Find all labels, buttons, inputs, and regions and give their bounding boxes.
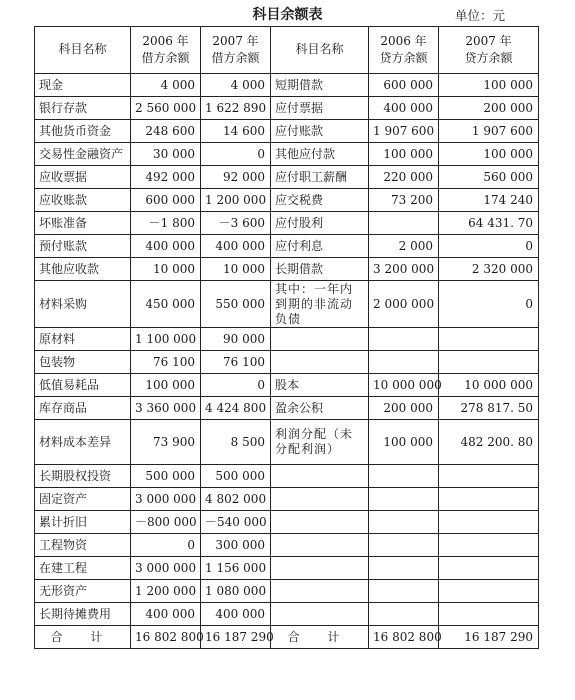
table-row bbox=[35, 212, 539, 235]
credit-2007-balance: 200 000 bbox=[439, 97, 539, 120]
credit-2006-balance bbox=[369, 212, 439, 235]
credit-2006-balance: 100 000 bbox=[369, 143, 439, 166]
debit-2006-balance: 76 100 bbox=[131, 351, 201, 374]
credit-2006-balance bbox=[369, 328, 439, 351]
credit-account-name bbox=[271, 580, 369, 603]
header-row bbox=[35, 27, 539, 74]
debit-account-name: 交易性金融资产 bbox=[35, 143, 131, 166]
debit-account-name: 原材料 bbox=[35, 328, 131, 351]
debit-2007-balance: 0 bbox=[201, 143, 271, 166]
debit-2007-balance: 500 000 bbox=[201, 465, 271, 488]
total-debit-2007: 16 187 290 bbox=[201, 626, 271, 649]
debit-2006-balance: 1 200 000 bbox=[131, 580, 201, 603]
total-row bbox=[35, 626, 539, 649]
debit-2007-balance: 1 200 000 bbox=[201, 189, 271, 212]
header-credit-account-name: 科目名称 bbox=[271, 27, 369, 74]
total-credit-2007: 16 187 290 bbox=[439, 626, 539, 649]
credit-2007-balance bbox=[439, 603, 539, 626]
debit-2007-balance: 92 000 bbox=[201, 166, 271, 189]
debit-2006-balance: －1 800 bbox=[131, 212, 201, 235]
credit-2007-balance bbox=[439, 351, 539, 374]
total-credit-2006: 16 802 800 bbox=[369, 626, 439, 649]
table-row bbox=[35, 74, 539, 97]
debit-2006-balance: 492 000 bbox=[131, 166, 201, 189]
debit-2007-balance: 76 100 bbox=[201, 351, 271, 374]
table-body bbox=[35, 74, 539, 626]
debit-2006-balance: 10 000 bbox=[131, 258, 201, 281]
credit-2006-balance bbox=[369, 603, 439, 626]
credit-account-name: 应交税费 bbox=[271, 189, 369, 212]
debit-2007-balance: 90 000 bbox=[201, 328, 271, 351]
table-row bbox=[35, 374, 539, 397]
debit-account-name: 长期股权投资 bbox=[35, 465, 131, 488]
credit-2007-balance bbox=[439, 557, 539, 580]
debit-account-name: 材料成本差异 bbox=[35, 420, 131, 465]
table-row bbox=[35, 397, 539, 420]
credit-2006-balance: 1 907 600 bbox=[369, 120, 439, 143]
credit-account-name bbox=[271, 534, 369, 557]
table-row bbox=[35, 166, 539, 189]
credit-account-name: 长期借款 bbox=[271, 258, 369, 281]
credit-2006-balance: 220 000 bbox=[369, 166, 439, 189]
credit-account-name: 其他应付款 bbox=[271, 143, 369, 166]
debit-2006-balance: 3 000 000 bbox=[131, 557, 201, 580]
debit-2007-balance: 300 000 bbox=[201, 534, 271, 557]
credit-2007-balance: 2 320 000 bbox=[439, 258, 539, 281]
debit-account-name: 工程物资 bbox=[35, 534, 131, 557]
debit-account-name: 其他应收款 bbox=[35, 258, 131, 281]
table-row bbox=[35, 328, 539, 351]
credit-2006-balance: 200 000 bbox=[369, 397, 439, 420]
credit-2007-balance: 100 000 bbox=[439, 74, 539, 97]
debit-2007-balance: 1 080 000 bbox=[201, 580, 271, 603]
debit-2007-balance: 14 600 bbox=[201, 120, 271, 143]
debit-2006-balance: 3 000 000 bbox=[131, 488, 201, 511]
credit-2006-balance bbox=[369, 534, 439, 557]
credit-account-name bbox=[271, 557, 369, 580]
debit-2006-balance: 1 100 000 bbox=[131, 328, 201, 351]
credit-2006-balance: 3 200 000 bbox=[369, 258, 439, 281]
debit-2006-balance: －800 000 bbox=[131, 511, 201, 534]
debit-2006-balance: 100 000 bbox=[131, 374, 201, 397]
table-row bbox=[35, 235, 539, 258]
table-row bbox=[35, 465, 539, 488]
credit-account-name bbox=[271, 465, 369, 488]
debit-2007-balance: 10 000 bbox=[201, 258, 271, 281]
credit-2006-balance bbox=[369, 351, 439, 374]
table-row bbox=[35, 580, 539, 603]
credit-2006-balance: 10 000 000 bbox=[369, 374, 439, 397]
debit-2007-balance: 4 802 000 bbox=[201, 488, 271, 511]
debit-account-name: 累计折旧 bbox=[35, 511, 131, 534]
debit-account-name: 坏账准备 bbox=[35, 212, 131, 235]
debit-2007-balance: 400 000 bbox=[201, 235, 271, 258]
credit-2006-balance bbox=[369, 580, 439, 603]
credit-2006-balance bbox=[369, 488, 439, 511]
header-debit-2006-year: 2006 年 bbox=[142, 33, 189, 48]
credit-2006-balance: 600 000 bbox=[369, 74, 439, 97]
table-row bbox=[35, 97, 539, 120]
header-debit-2006-label: 借方余额 bbox=[141, 51, 190, 65]
table-row bbox=[35, 511, 539, 534]
credit-account-name bbox=[271, 603, 369, 626]
credit-account-name bbox=[271, 328, 369, 351]
unit-label: 单位：元 bbox=[455, 8, 506, 23]
credit-2007-balance: 0 bbox=[439, 281, 539, 328]
debit-2007-balance: 4 000 bbox=[201, 74, 271, 97]
debit-2006-balance: 400 000 bbox=[131, 603, 201, 626]
table-row bbox=[35, 351, 539, 374]
debit-2006-balance: 4 000 bbox=[131, 74, 201, 97]
header-debit-2006 bbox=[131, 27, 201, 74]
credit-2006-balance bbox=[369, 511, 439, 534]
total-credit-label: 合 计 bbox=[271, 626, 369, 649]
table-row bbox=[35, 420, 539, 465]
header-debit-2007 bbox=[201, 27, 271, 74]
debit-2007-balance: 1 156 000 bbox=[201, 557, 271, 580]
debit-2007-balance: 0 bbox=[201, 374, 271, 397]
credit-account-name bbox=[271, 351, 369, 374]
credit-account-name: 应付股利 bbox=[271, 212, 369, 235]
debit-2006-balance: 600 000 bbox=[131, 189, 201, 212]
credit-2006-balance bbox=[369, 557, 439, 580]
credit-account-name: 其中：一年内到期的非流动负债 bbox=[271, 281, 369, 328]
debit-account-name: 在建工程 bbox=[35, 557, 131, 580]
credit-2007-balance: 482 200. 80 bbox=[439, 420, 539, 465]
debit-2007-balance: 400 000 bbox=[201, 603, 271, 626]
table-row bbox=[35, 120, 539, 143]
debit-account-name: 其他货币资金 bbox=[35, 120, 131, 143]
table-row bbox=[35, 534, 539, 557]
debit-account-name: 应收票据 bbox=[35, 166, 131, 189]
debit-2007-balance: －540 000 bbox=[201, 511, 271, 534]
credit-2007-balance: 174 240 bbox=[439, 189, 539, 212]
table-row bbox=[35, 143, 539, 166]
debit-account-name: 预付账款 bbox=[35, 235, 131, 258]
credit-2007-balance: 100 000 bbox=[439, 143, 539, 166]
credit-2006-balance bbox=[369, 465, 439, 488]
header-debit-account-name: 科目名称 bbox=[35, 27, 131, 74]
debit-2006-balance: 30 000 bbox=[131, 143, 201, 166]
table-row bbox=[35, 557, 539, 580]
table-row bbox=[35, 189, 539, 212]
header-debit-2007-year: 2007 年 bbox=[212, 33, 259, 48]
table-title: 科目余额表 bbox=[252, 7, 323, 23]
credit-2007-balance bbox=[439, 511, 539, 534]
debit-2007-balance: －3 600 bbox=[201, 212, 271, 235]
debit-2006-balance: 2 560 000 bbox=[131, 97, 201, 120]
credit-2006-balance: 2 000 bbox=[369, 235, 439, 258]
debit-2006-balance: 500 000 bbox=[131, 465, 201, 488]
debit-2007-balance: 8 500 bbox=[201, 420, 271, 465]
credit-2006-balance: 100 000 bbox=[369, 420, 439, 465]
credit-2006-balance: 400 000 bbox=[369, 97, 439, 120]
credit-2007-balance: 560 000 bbox=[439, 166, 539, 189]
credit-account-name: 利润分配（未分配利润） bbox=[271, 420, 369, 465]
credit-2007-balance bbox=[439, 580, 539, 603]
debit-account-name: 低值易耗品 bbox=[35, 374, 131, 397]
account-balance-table bbox=[34, 26, 539, 649]
header-credit-2007-label: 贷方余额 bbox=[464, 51, 513, 65]
header-credit-2007 bbox=[439, 27, 539, 74]
header-credit-2006-label: 贷方余额 bbox=[379, 51, 428, 65]
credit-2006-balance: 73 200 bbox=[369, 189, 439, 212]
debit-2007-balance: 4 424 800 bbox=[201, 397, 271, 420]
credit-account-name: 短期借款 bbox=[271, 74, 369, 97]
debit-2006-balance: 248 600 bbox=[131, 120, 201, 143]
table-row bbox=[35, 488, 539, 511]
debit-account-name: 材料采购 bbox=[35, 281, 131, 328]
debit-account-name: 应收账款 bbox=[35, 189, 131, 212]
credit-account-name: 应付账款 bbox=[271, 120, 369, 143]
credit-2007-balance bbox=[439, 328, 539, 351]
table-row bbox=[35, 258, 539, 281]
credit-account-name bbox=[271, 511, 369, 534]
credit-2007-balance bbox=[439, 465, 539, 488]
debit-2007-balance: 1 622 890 bbox=[201, 97, 271, 120]
debit-account-name: 固定资产 bbox=[35, 488, 131, 511]
credit-2007-balance bbox=[439, 534, 539, 557]
header-credit-2006-year: 2006 年 bbox=[380, 33, 427, 48]
credit-account-name: 应付票据 bbox=[271, 97, 369, 120]
credit-2007-balance: 0 bbox=[439, 235, 539, 258]
header-credit-2006 bbox=[369, 27, 439, 74]
header-credit-2007-year: 2007 年 bbox=[465, 33, 512, 48]
debit-account-name: 无形资产 bbox=[35, 580, 131, 603]
credit-account-name bbox=[271, 488, 369, 511]
total-debit-label: 合 计 bbox=[35, 626, 131, 649]
debit-2007-balance: 550 000 bbox=[201, 281, 271, 328]
debit-account-name: 银行存款 bbox=[35, 97, 131, 120]
debit-2006-balance: 73 900 bbox=[131, 420, 201, 465]
debit-2006-balance: 3 360 000 bbox=[131, 397, 201, 420]
debit-account-name: 长期待摊费用 bbox=[35, 603, 131, 626]
debit-2006-balance: 450 000 bbox=[131, 281, 201, 328]
credit-2007-balance: 64 431. 70 bbox=[439, 212, 539, 235]
credit-2007-balance: 10 000 000 bbox=[439, 374, 539, 397]
credit-2007-balance bbox=[439, 488, 539, 511]
debit-account-name: 库存商品 bbox=[35, 397, 131, 420]
table-row bbox=[35, 281, 539, 328]
credit-account-name: 股本 bbox=[271, 374, 369, 397]
total-debit-2006: 16 802 800 bbox=[131, 626, 201, 649]
debit-2006-balance: 0 bbox=[131, 534, 201, 557]
credit-2007-balance: 1 907 600 bbox=[439, 120, 539, 143]
credit-account-name: 盈余公积 bbox=[271, 397, 369, 420]
debit-account-name: 现金 bbox=[35, 74, 131, 97]
table-row bbox=[35, 603, 539, 626]
credit-account-name: 应付利息 bbox=[271, 235, 369, 258]
credit-2007-balance: 278 817. 50 bbox=[439, 397, 539, 420]
credit-account-name: 应付职工薪酬 bbox=[271, 166, 369, 189]
debit-2006-balance: 400 000 bbox=[131, 235, 201, 258]
credit-2006-balance: 2 000 000 bbox=[369, 281, 439, 328]
header-debit-2007-label: 借方余额 bbox=[211, 51, 260, 65]
debit-account-name: 包装物 bbox=[35, 351, 131, 374]
